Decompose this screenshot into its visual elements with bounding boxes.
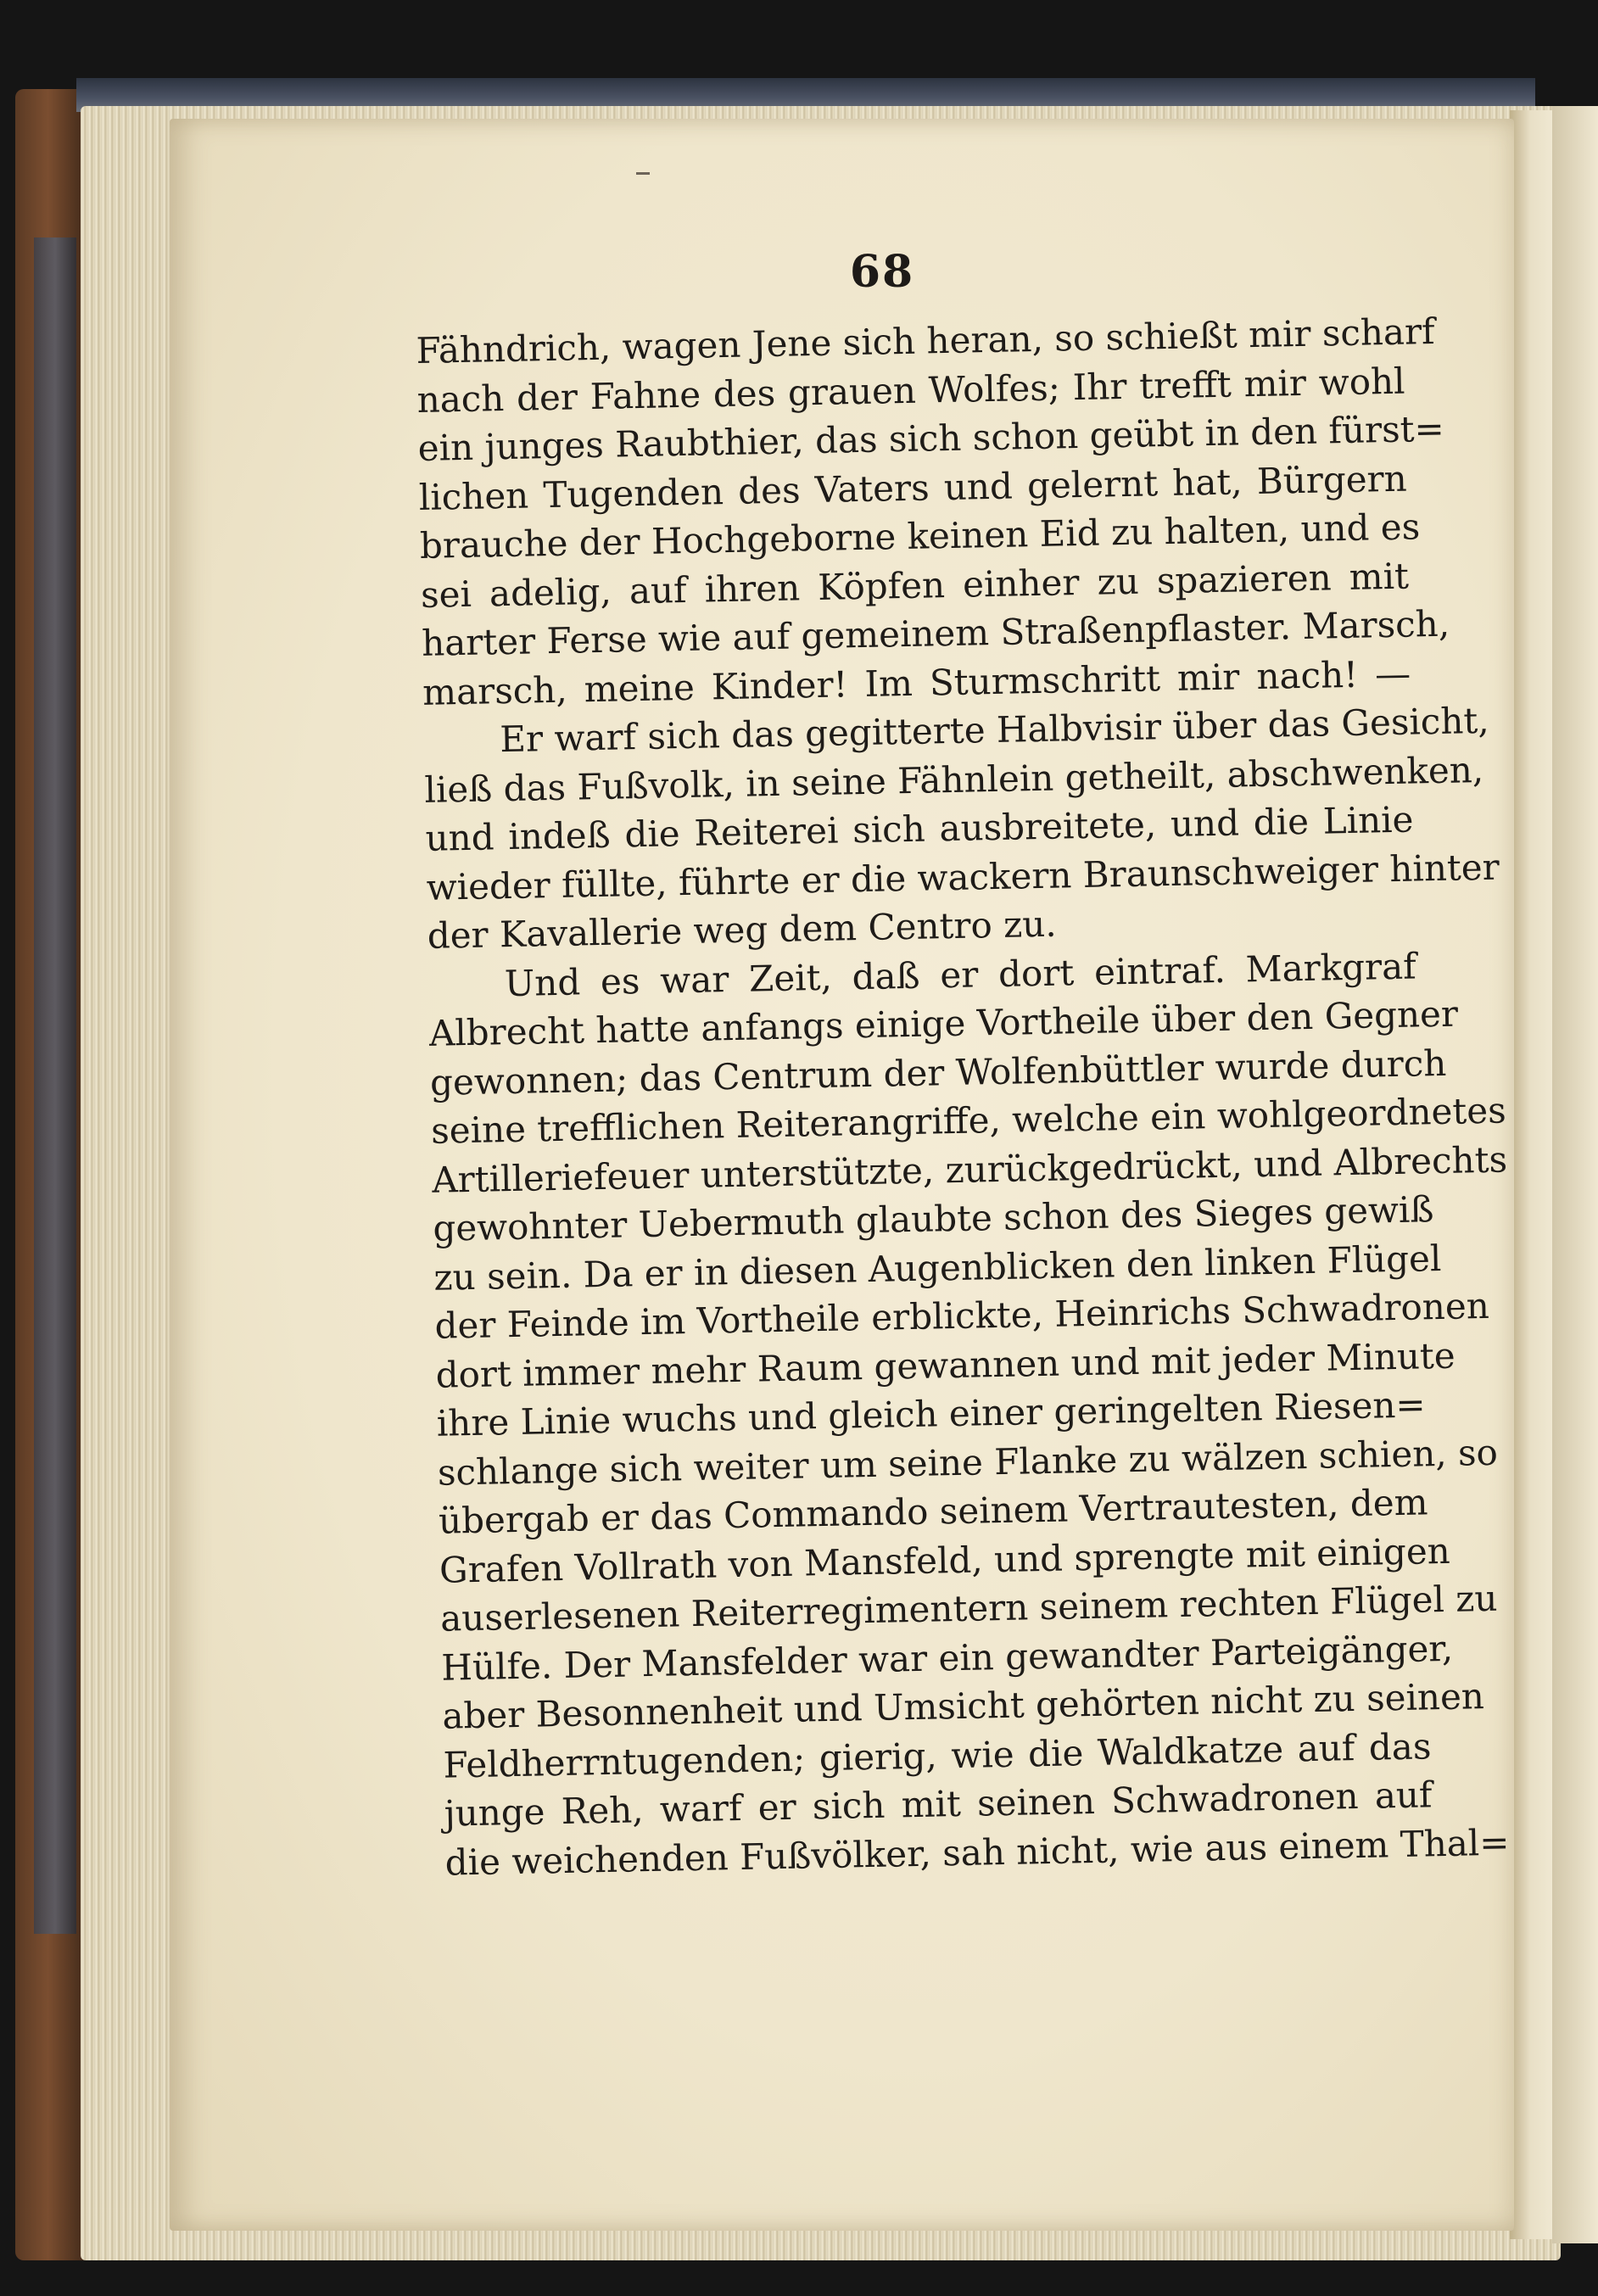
text-line: marsch, meine Kinder! Im Sturmschritt mir nach! —: [422, 652, 1411, 713]
text-line: Grafen Vollrath von Mansfeld, und sprengte mit einigen: [439, 1529, 1451, 1591]
text-line: lichen Tugenden des Vaters und gelernt hat, Bürgern: [418, 457, 1408, 518]
text-line: aber Besonnenheit und Umsicht gehörten nicht zu seinen: [441, 1675, 1485, 1737]
text-line: und indeß die Reiterei sich ausbreitete, und die Linie: [425, 798, 1414, 859]
book-spine-band: [34, 237, 76, 1934]
page-number: 68: [849, 246, 915, 298]
text-line: Und es war Zeit, daß er dort eintraf. Markgraf: [504, 944, 1417, 1004]
text-line: gewonnen; das Centrum der Wolfenbüttler wurde durch: [429, 1042, 1447, 1103]
facing-page-edge: [1552, 106, 1598, 2243]
printer-mark: [636, 172, 650, 175]
text-line: ihre Linie wuchs und gleich einer geringelten Riesen=: [436, 1383, 1427, 1444]
text-line: Albrecht hatte anfangs einige Vortheile über den Gegner: [428, 992, 1459, 1054]
text-line: Fähndrich, wagen Jene sich heran, so schießt mir scharf: [416, 310, 1436, 371]
text-line: Hülfe. Der Mansfelder war ein gewandter Parteigänger,: [440, 1627, 1454, 1689]
text-line: harter Ferse wie auf gemeinem Straßenpflaster. Marsch,: [421, 602, 1450, 664]
text-line: sei adelig, auf ihren Köpfen einher zu spazieren mit: [420, 555, 1410, 616]
text-line: der Feinde im Vortheile erblickte, Heinrichs Schwadronen: [434, 1284, 1490, 1347]
text-line: Feldherrntugenden; gierig, wie die Waldkatze auf das: [443, 1724, 1432, 1786]
text-line: übergab er das Commando seinem Vertrautesten, dem: [438, 1481, 1428, 1542]
text-line: zu sein. Da er in diesen Augenblicken den linken Flügel: [433, 1237, 1442, 1299]
text-line: Artilleriefeuer unterstützte, zurückgedrückt, und Albrechts: [431, 1137, 1508, 1201]
text-line: ein junges Raubthier, das sich schon geübt in den fürst=: [417, 407, 1445, 469]
text-line: schlange sich weiter um seine Flanke zu wälzen schien, so: [437, 1431, 1499, 1494]
body-text: [416, 308, 1510, 1887]
text-line: seine trefflichen Reiterangriffe, welche ein wohlgeordnetes: [430, 1089, 1507, 1152]
text-line: die weichenden Fußvölker, sah nicht, wie aus einem Thal=: [444, 1821, 1510, 1884]
text-line: nach der Fahne des grauen Wolfes; Ihr trefft mir wohl: [416, 360, 1405, 421]
text-line: Er warf sich das gegitterte Halbvisir über das Gesicht,: [499, 699, 1490, 761]
text-line: junge Reh, warf er sich mit seinen Schwadronen auf: [444, 1774, 1433, 1835]
text-line: brauche der Hochgeborne keinen Eid zu halten, und es: [419, 506, 1421, 567]
text-line: auserlesenen Reiterregimentern seinem rechten Flügel zu: [439, 1577, 1498, 1640]
text-line: gewohnter Uebermuth glaubte schon des Sieges gewiß: [432, 1188, 1434, 1249]
text-line: ließ das Fußvolk, in seine Fähnlein getheilt, abschwenken,: [424, 748, 1484, 811]
text-line: dort immer mehr Raum gewannen und mit jeder Minute: [435, 1334, 1456, 1396]
text-line: wieder füllte, führte er die wackern Braunschweiger hinter: [426, 846, 1500, 908]
text-line: der Kavallerie weg dem Centro zu.: [427, 902, 1058, 957]
